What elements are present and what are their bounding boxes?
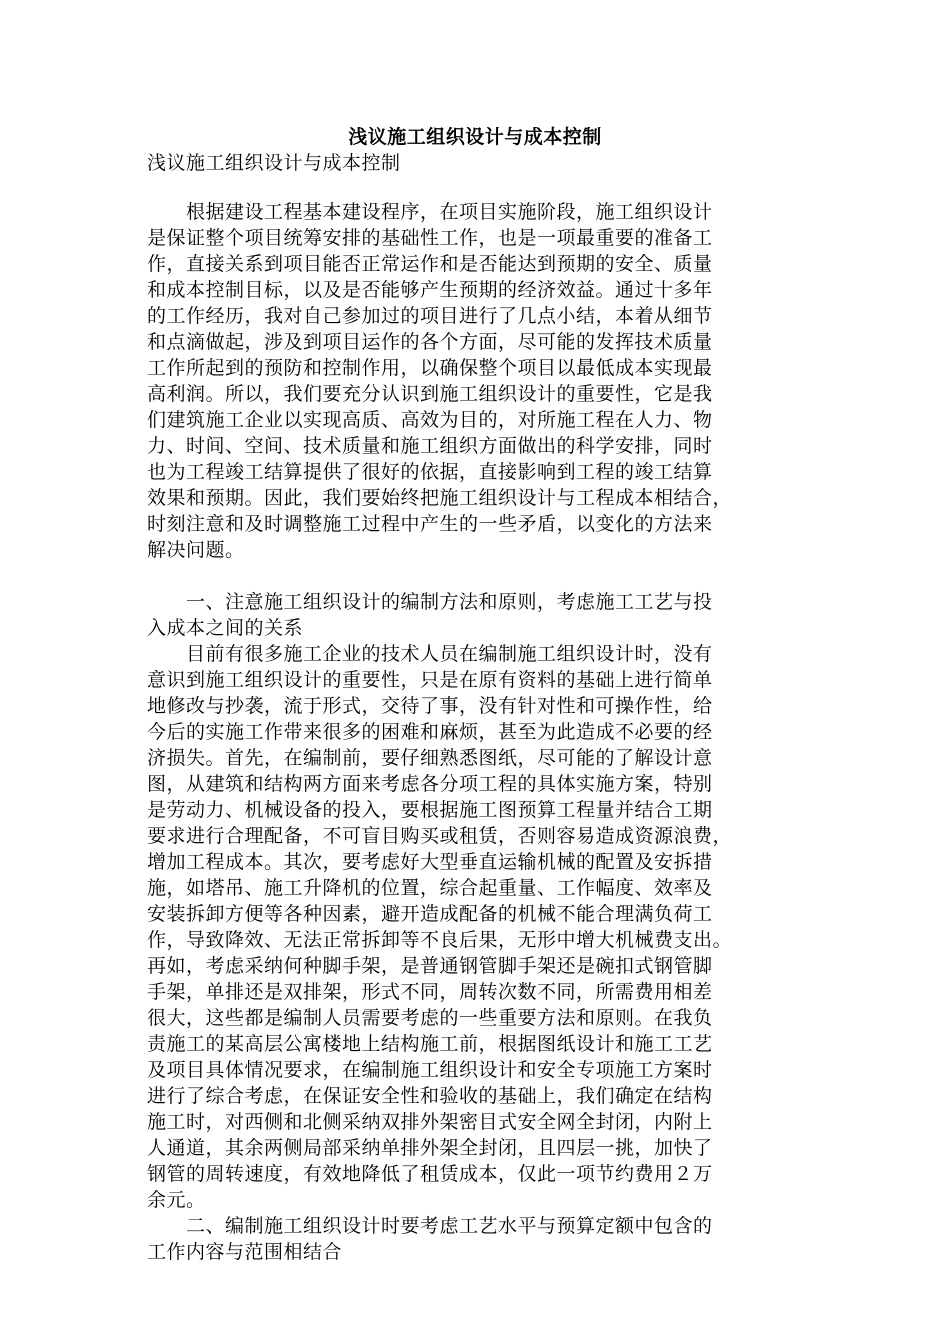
text-line: 再如，考虑采纳何种脚手架，是普通钢管脚手架还是碗扣式钢管脚 bbox=[147, 955, 713, 977]
text-line: 时刻注意和及时调整施工过程中产生的一些矛盾，以变化的方法来 bbox=[147, 513, 713, 535]
text-line: 进行了综合考虑，在保证安全性和验收的基础上，我们确定在结构 bbox=[147, 1085, 713, 1107]
text-line: 施工时，对西侧和北侧采纳双排外架密目式安全网全封闭，内附上 bbox=[147, 1111, 713, 1133]
text-line: 今后的实施工作带来很多的困难和麻烦，甚至为此造成不必要的经 bbox=[147, 721, 713, 743]
text-line: 要求进行合理配备，不可盲目购买或租赁，否则容易造成资源浪费， bbox=[147, 825, 733, 847]
text-line: 效果和预期。因此，我们要始终把施工组织设计与工程成本相结合， bbox=[147, 487, 733, 509]
text-line: 作，导致降效、无法正常拆卸等不良后果，无形中增大机械费支出。 bbox=[147, 929, 733, 951]
text-line: 人通道，其余两侧局部采纳单排外架全封闭，且四层一挑，加快了 bbox=[147, 1137, 713, 1159]
text-line: 图，从建筑和结构两方面来考虑各分项工程的具体实施方案，特别 bbox=[147, 773, 713, 795]
document-body bbox=[147, 199, 807, 1265]
text-line: 是劳动力、机械设备的投入，要根据施工图预算工程量并结合工期 bbox=[147, 799, 713, 821]
text-line: 意识到施工组织设计的重要性，只是在原有资料的基础上进行简单 bbox=[147, 669, 713, 691]
text-line: 安装拆卸方便等各种因素，避开造成配备的机械不能合理满负荷工 bbox=[147, 903, 713, 925]
section-1-paragraph bbox=[147, 641, 807, 1213]
intro-paragraph bbox=[147, 199, 807, 563]
text-line: 济损失。首先，在编制前，要仔细熟悉图纸，尽可能的了解设计意 bbox=[147, 747, 713, 769]
text-line: 钢管的周转速度，有效地降低了租赁成本，仅此一项节约费用２万 bbox=[147, 1163, 713, 1185]
text-line: 解决问题。 bbox=[147, 539, 245, 561]
section-2-heading bbox=[147, 1213, 807, 1265]
paragraph-gap bbox=[147, 563, 807, 589]
heading-line: 工作内容与范围相结合 bbox=[147, 1241, 343, 1263]
text-line: 根据建设工程基本建设程序，在项目实施阶段，施工组织设计 bbox=[147, 201, 713, 223]
text-line: 目前有很多施工企业的技术人员在编制施工组织设计时，没有 bbox=[147, 643, 713, 665]
text-line: 很大，这些都是编制人员需要考虑的一些重要方法和原则。在我负 bbox=[147, 1007, 713, 1029]
text-line: 施，如塔吊、施工升降机的位置，综合起重量、工作幅度、效率及 bbox=[147, 877, 713, 899]
text-line: 是保证整个项目统筹安排的基础性工作，也是一项最重要的准备工 bbox=[147, 227, 713, 249]
heading-line: 二、编制施工组织设计时要考虑工艺水平与预算定额中包含的 bbox=[147, 1215, 713, 1237]
text-line: 地修改与抄袭，流于形式，交待了事，没有针对性和可操作性，给 bbox=[147, 695, 713, 717]
document-subtitle: 浅议施工组织设计与成本控制 bbox=[147, 152, 401, 174]
heading-line: 一、注意施工组织设计的编制方法和原则，考虑施工工艺与投 bbox=[147, 591, 713, 613]
text-line: 作，直接关系到项目能否正常运作和是否能达到预期的安全、质量 bbox=[147, 253, 713, 275]
text-line: 责施工的某高层公寓楼地上结构施工前，根据图纸设计和施工工艺 bbox=[147, 1033, 713, 1055]
text-line: 和成本控制目标，以及是否能够产生预期的经济效益。通过十多年 bbox=[147, 279, 713, 301]
text-line: 高利润。所以，我们要充分认识到施工组织设计的重要性，它是我 bbox=[147, 383, 713, 405]
text-line: 及项目具体情况要求，在编制施工组织设计和安全专项施工方案时 bbox=[147, 1059, 713, 1081]
text-line: 力、时间、空间、技术质量和施工组织方面做出的科学安排，同时 bbox=[147, 435, 713, 457]
heading-line: 入成本之间的关系 bbox=[147, 617, 304, 639]
text-line: 手架，单排还是双排架，形式不同，周转次数不同，所需费用相差 bbox=[147, 981, 713, 1003]
document-title: 浅议施工组织设计与成本控制 bbox=[348, 126, 602, 148]
text-line: 余元。 bbox=[147, 1189, 206, 1211]
text-line: 们建筑施工企业以实现高质、高效为目的，对所施工程在人力、物 bbox=[147, 409, 713, 431]
text-line: 也为工程竣工结算提供了很好的依据，直接影响到工程的竣工结算 bbox=[147, 461, 713, 483]
section-1-heading bbox=[147, 589, 807, 641]
text-line: 的工作经历，我对自己参加过的项目进行了几点小结，本着从细节 bbox=[147, 305, 713, 327]
text-line: 和点滴做起，涉及到项目运作的各个方面，尽可能的发挥技术质量 bbox=[147, 331, 713, 353]
text-line: 工作所起到的预防和控制作用，以确保整个项目以最低成本实现最 bbox=[147, 357, 713, 379]
text-line: 增加工程成本。其次，要考虑好大型垂直运输机械的配置及安拆措 bbox=[147, 851, 713, 873]
